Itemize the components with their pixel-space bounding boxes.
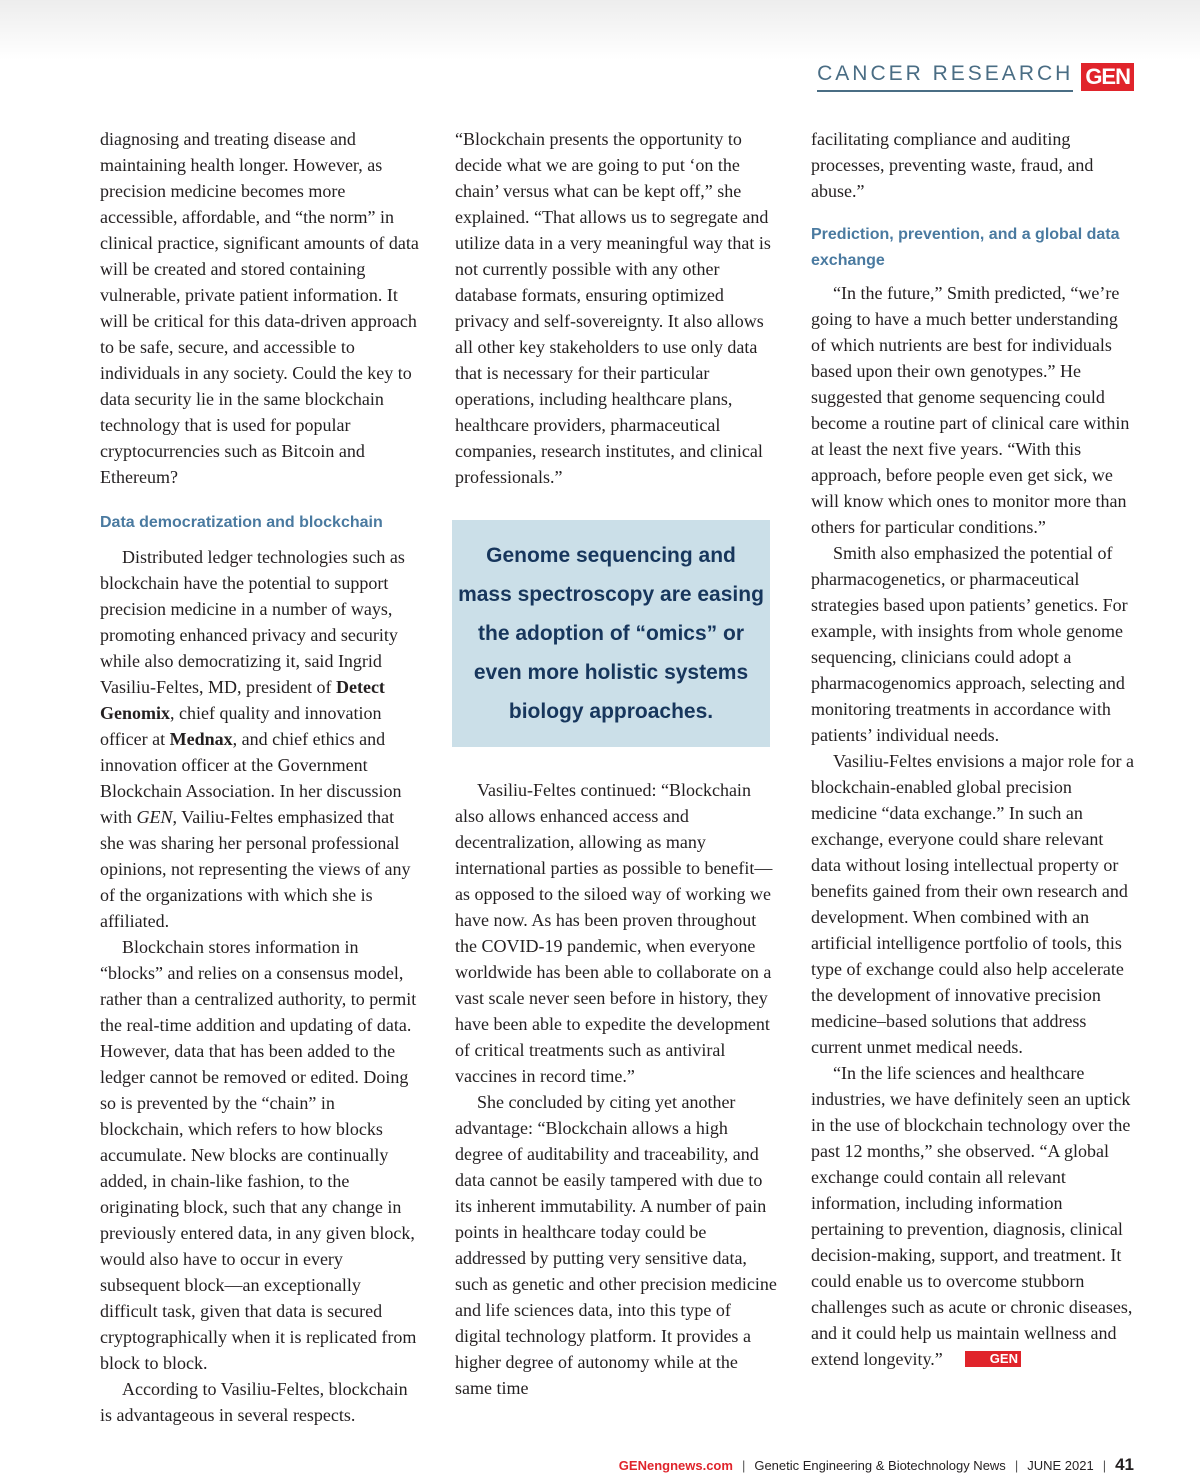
- mednax-name: Mednax: [169, 729, 233, 749]
- col2-paragraph-3: She concluded by citing yet another advantage: “Blockchain allows a high degree of auditability and traceability, and data cannot be easily tampered with due to its inherent immutability. A number of pain points in healthcare today could be addressed by putting very sensitive data, such as genetic and other precision medicine and life sciences data, into this type of digital technology platform. It provides a higher degree of autonomy while at the same time: [455, 1092, 777, 1398]
- col1-paragraph-3: Blockchain stores information in “blocks” and relies on a consensus model, rather than a centralized authority, to permit the real-time addition and updating of data. However, data that has been added to the ledger cannot be removed or edited. Doing so is prevented by the “chain” in blockchain, which refers to how blocks accumulate. New blocks are continually added, in chain-like fashion, to the originating block, such that any change in previously entered data, in any given block, would also have to occur in every subsequent block—an exceptionally difficult task, given that data is secured cryptographically when it is replicated from block to block.: [100, 937, 417, 1373]
- column-1: [100, 126, 422, 1428]
- footer-publication: Genetic Engineering & Biotechnology News: [754, 1457, 1006, 1473]
- section-label: CANCER RESEARCH: [817, 62, 1073, 92]
- footer-date: JUNE 2021: [1027, 1457, 1094, 1473]
- page-top-shade: [0, 0, 1200, 60]
- footer-separator: |: [741, 1457, 746, 1473]
- col1-paragraph-4: According to Vasiliu-Feltes, blockchain is advantageous in several respects.: [100, 1379, 408, 1425]
- col2-paragraph-2: Vasiliu-Feltes continued: “Blockchain also allows enhanced access and decentralization, allowing as many international parties as possible to benefit—as opposed to the siloed way of working we have now. As has been proven throughout the COVID-19 pandemic, when everyone worldwide has been able to collaborate on a vast scale never seen before in history, they have been able to expedite the development of critical treatments such as antiviral vaccines in record time.”: [455, 780, 773, 1086]
- page-header: [817, 62, 1134, 92]
- col3-paragraph-2: “In the future,” Smith predicted, “we’re going to have a much better understanding of which nutrients are best for individuals based upon their own genotypes.” He suggested that genome sequencing could become a routine part of clinical care within at least the next five years. “With this approach, before people even get sick, we will know which ones to monitor more than others for particular conditions.”: [811, 283, 1130, 537]
- footer-site-link[interactable]: GENengnews.com: [618, 1457, 733, 1473]
- subhead-data-democratization: Data democratization and blockchain: [100, 514, 383, 531]
- footer-separator: |: [1014, 1457, 1019, 1473]
- subhead-prediction: Prediction, prevention, and a global data exchange: [811, 226, 1120, 269]
- pull-quote: Genome sequencing and mass spectroscopy are easing the adoption of “omics” or even more holistic systems biology approaches.: [452, 520, 770, 747]
- end-mark-logo: GEN: [965, 1351, 1021, 1367]
- col3-paragraph-4: Vasiliu-Feltes envisions a major role for a blockchain-enabled global precision medicine “data exchange.” In such an exchange, everyone could share relevant data without losing intellectual property or benefits gained from their own research and development. When combined with an artificial intelligence portfolio of tools, this type of exchange could also help accelerate the development of innovative precision medicine–based solutions that address current unmet medical needs.: [811, 751, 1134, 1057]
- col3-paragraph-5-text: “In the life sciences and healthcare industries, we have definitely seen an uptick in the use of blockchain technology over the past 12 months,” she observed. “A global exchange could contain all relevant information, including information pertaining to prevention, diagnosis, clinical decision-making, support, and treatment. It could enable us to overcome stubborn challenges such as acute or chronic diseases, and it could help us maintain wellness and extend longevity.”: [811, 1063, 1133, 1369]
- p2-text-a: Distributed ledger technologies such as blockchain have the potential to support precision medicine in a number of ways, promoting enhanced privacy and security while also democratizing it, said Ingrid Vasiliu-Feltes, MD, president of: [100, 547, 405, 697]
- col1-paragraph-2: [100, 544, 422, 934]
- page-footer: [619, 1455, 1134, 1475]
- col2-paragraph-1: “Blockchain presents the opportunity to decide what we are going to put ‘on the chain’ versus what can be kept off,” she explained. “That allows us to segregate and utilize data in a very meaningful way that is not currently possible with any other database formats, ensuring optimized privacy and self-sovereignty. It also allows all other key stakeholders to use only data that is necessary for their particular operations, including healthcare plans, healthcare providers, pharmaceutical companies, research institutes, and clinical professionals.”: [455, 129, 771, 487]
- column-2: [455, 126, 777, 1401]
- col3-paragraph-3: Smith also emphasized the potential of pharmacogenetics, or pharmaceutical strategies based upon patients’ genetics. For example, with insights from whole genome sequencing, clinicians could adopt a pharmacogenomics approach, selecting and monitoring treatments in accordance with patients’ individual needs.: [811, 543, 1128, 745]
- gen-logo: GEN: [1081, 63, 1134, 91]
- page-number: 41: [1115, 1455, 1134, 1474]
- col3-paragraph-5: [811, 1060, 1135, 1372]
- col1-paragraph-1: diagnosing and treating disease and maintaining health longer. However, as precision medicine becomes more accessible, affordable, and “the norm” in clinical practice, significant amounts of data will be created and stored containing vulnerable, private patient information. It will be critical for this data-driven approach to be safe, secure, and accessible to individuals in any society. Could the key to data security lie in the same blockchain technology that is used for popular cryptocurrencies such as Bitcoin and Ethereum?: [100, 129, 419, 487]
- column-3: [811, 126, 1135, 1372]
- footer-separator: |: [1102, 1457, 1107, 1473]
- gen-italic: GEN: [136, 807, 173, 827]
- p2-text-e: , and chief ethics and innovation officer at the Government Blockchain Association. In her discussion with: [100, 729, 402, 827]
- p2-text-g: , Vailiu-Feltes emphasized that she was sharing her personal professional opinions, not representing the views of any of the organizations with which she is affiliated.: [100, 807, 411, 931]
- p2-text-c: , chief quality and innovation officer at: [100, 703, 382, 749]
- col3-paragraph-1: facilitating compliance and auditing processes, preventing waste, fraud, and abuse.”: [811, 129, 1094, 201]
- detect-genomix-name: Detect Genomix: [100, 677, 385, 723]
